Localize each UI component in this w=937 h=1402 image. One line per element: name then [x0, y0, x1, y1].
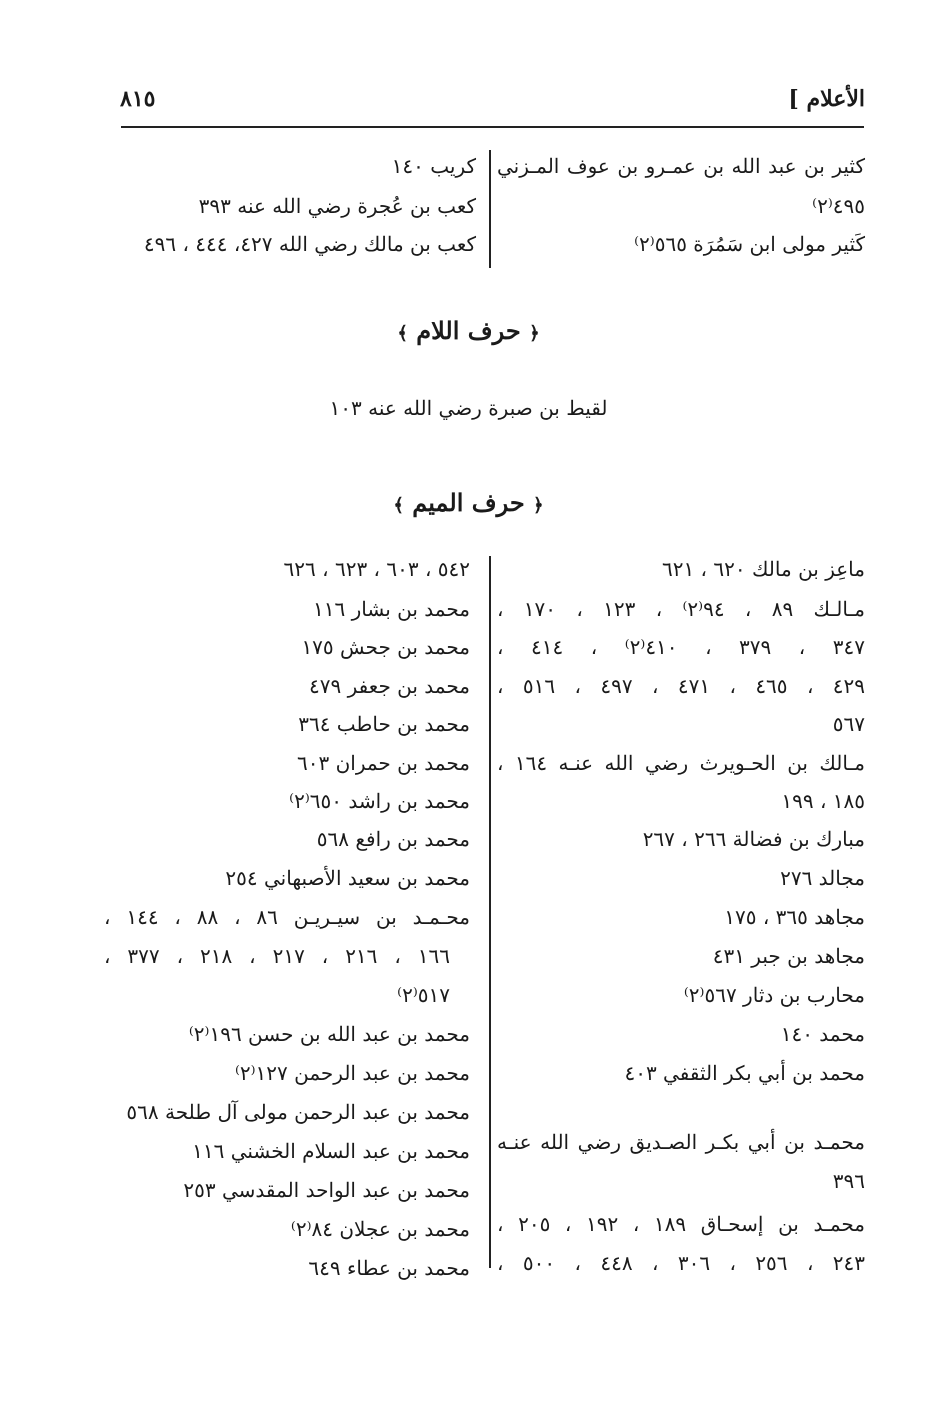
index-entry: ٥٦٧	[832, 712, 865, 736]
index-entry: محمد بن جحش ١٧٥	[301, 635, 470, 659]
index-entry: مـالك بن الحـويرث رضي الله عنـه ١٦٤ ،	[497, 751, 866, 775]
top-right-column	[497, 152, 865, 282]
column-divider	[489, 150, 491, 268]
index-entry: محمد بن عبد الرحمن ١٢٧⁽٢⁾	[234, 1061, 470, 1085]
index-entry: ٤٢٩ ، ٤٦٥ ، ٤٧١ ، ٤٩٧ ، ٥١٦ ،	[497, 674, 866, 698]
index-entry: محمد بن أبي بكر الثقفي ٤٠٣	[624, 1061, 865, 1085]
index-entry: ماعِز بن مالك ٦٢٠ ، ٦٢١	[661, 557, 865, 581]
index-entry-lam: لقيط بن صبرة رضي الله عنه ١٠٣	[329, 396, 608, 420]
index-entry: محمـد بن أبي بكـر الصـديق رضي الله عنـه	[497, 1130, 865, 1154]
index-entry: كعب بن مالك رضي الله ٤٢٧، ٤٤٤ ، ٤٩٦	[143, 232, 476, 256]
header-rule	[121, 126, 864, 128]
index-entry: محارب بن دثار ٥٦٧⁽٢⁾	[683, 983, 865, 1007]
index-entry: كَثير مولى ابن سَمُرَة ٥٦٥⁽٢⁾	[634, 232, 865, 256]
index-entry: محمد بن رافع ٥٦٨	[316, 827, 470, 851]
index-entry: محمد بن عبد الله بن حسن ١٩٦⁽٢⁾	[188, 1022, 470, 1046]
index-entry: كريب ١٤٠	[391, 154, 476, 178]
index-entry: ٤٩٥⁽٢⁾	[812, 194, 865, 218]
index-entry: محمد بن حمران ٦٠٣	[297, 751, 470, 775]
index-entry: ١٦٦ ، ٢١٦ ، ٢١٧ ، ٢١٨ ، ٣٧٧ ،	[104, 944, 451, 968]
section-heading-lam	[0, 316, 937, 345]
heading-ornament-close: ﴾	[393, 495, 404, 516]
index-entry: محمد بن حاطب ٣٦٤	[298, 712, 470, 736]
index-entry: كثير بن عبد الله بن عمـرو بن عوف المـزني	[497, 154, 865, 178]
heading-ornament-open: ﴿	[529, 323, 540, 344]
running-header-section: الأعلام ]	[788, 86, 865, 112]
heading-ornament-open: ﴿	[533, 495, 544, 516]
index-entry: ٥٤٢ ، ٦٠٣ ، ٦٢٣ ، ٦٢٦	[283, 557, 470, 581]
mim-left-column	[104, 555, 470, 1285]
index-entry: ٣٤٧ ، ٣٧٩ ، ٤١٠⁽٢⁾ ، ٤١٤ ،	[497, 635, 866, 659]
index-entry: محمد بن عبد الواحد المقدسي ٢٥٣	[183, 1178, 470, 1202]
index-entry: مجالد ٢٧٦	[780, 866, 865, 890]
index-entry: محمد بن بشار ١١٦	[313, 597, 470, 621]
top-left-column	[111, 152, 476, 282]
index-entry: مجاهد بن جبر ٤٣١	[712, 944, 865, 968]
index-entry: محمد بن عبد السلام الخشني ١١٦	[192, 1139, 470, 1163]
heading-title: حرف الميم	[412, 488, 525, 517]
index-entry: محمـد بن إسحـاق ١٨٩ ، ١٩٢ ، ٢٠٥ ،	[497, 1212, 866, 1236]
index-entry: محـمـد بن سيـريـن ٨٦ ، ٨٨ ، ١٤٤ ،	[104, 905, 471, 929]
index-entry: مجاهد ٣٦٥ ، ١٧٥	[724, 905, 865, 929]
index-entry: مبارك بن فضالة ٢٦٦ ، ٢٦٧	[642, 827, 865, 851]
index-entry: محمد ١٤٠	[780, 1022, 865, 1046]
index-entry: محمد بن جعفر ٤٧٩	[309, 674, 470, 698]
heading-ornament-close: ﴾	[397, 323, 408, 344]
index-entry: محمد بن عطاء ٦٤٩	[308, 1256, 470, 1280]
index-entry: محمد بن سعيد الأصبهاني ٢٥٤	[225, 866, 470, 890]
heading-title: حرف اللام	[416, 316, 521, 345]
index-entry: مـالـك ٨٩ ، ٩٤⁽٢⁾ ، ١٢٣ ، ١٧٠ ،	[497, 597, 865, 621]
index-entry: كعب بن عُجرة رضي الله عنه ٣٩٣	[198, 194, 476, 218]
index-entry: محمد بن عجلان ٨٤⁽٢⁾	[290, 1217, 470, 1241]
index-entry: محمد بن عبد الرحمن مولى آل طلحة ٥٦٨	[126, 1100, 470, 1124]
index-entry: ٢٤٣ ، ٢٥٦ ، ٣٠٦ ، ٤٤٨ ، ٥٠٠ ،	[497, 1251, 866, 1275]
page-number: ٨١٥	[120, 86, 156, 112]
index-entry: ١٨٥ ، ١٩٩	[781, 789, 865, 813]
index-entry: ٥١٧⁽٢⁾	[397, 983, 450, 1007]
column-divider	[489, 556, 491, 1268]
mim-right-column	[497, 555, 865, 1285]
section-heading-mim	[0, 488, 937, 517]
index-entry: ٣٩٦	[832, 1169, 865, 1193]
index-entry: محمد بن راشد ٦٥٠⁽٢⁾	[289, 789, 470, 813]
